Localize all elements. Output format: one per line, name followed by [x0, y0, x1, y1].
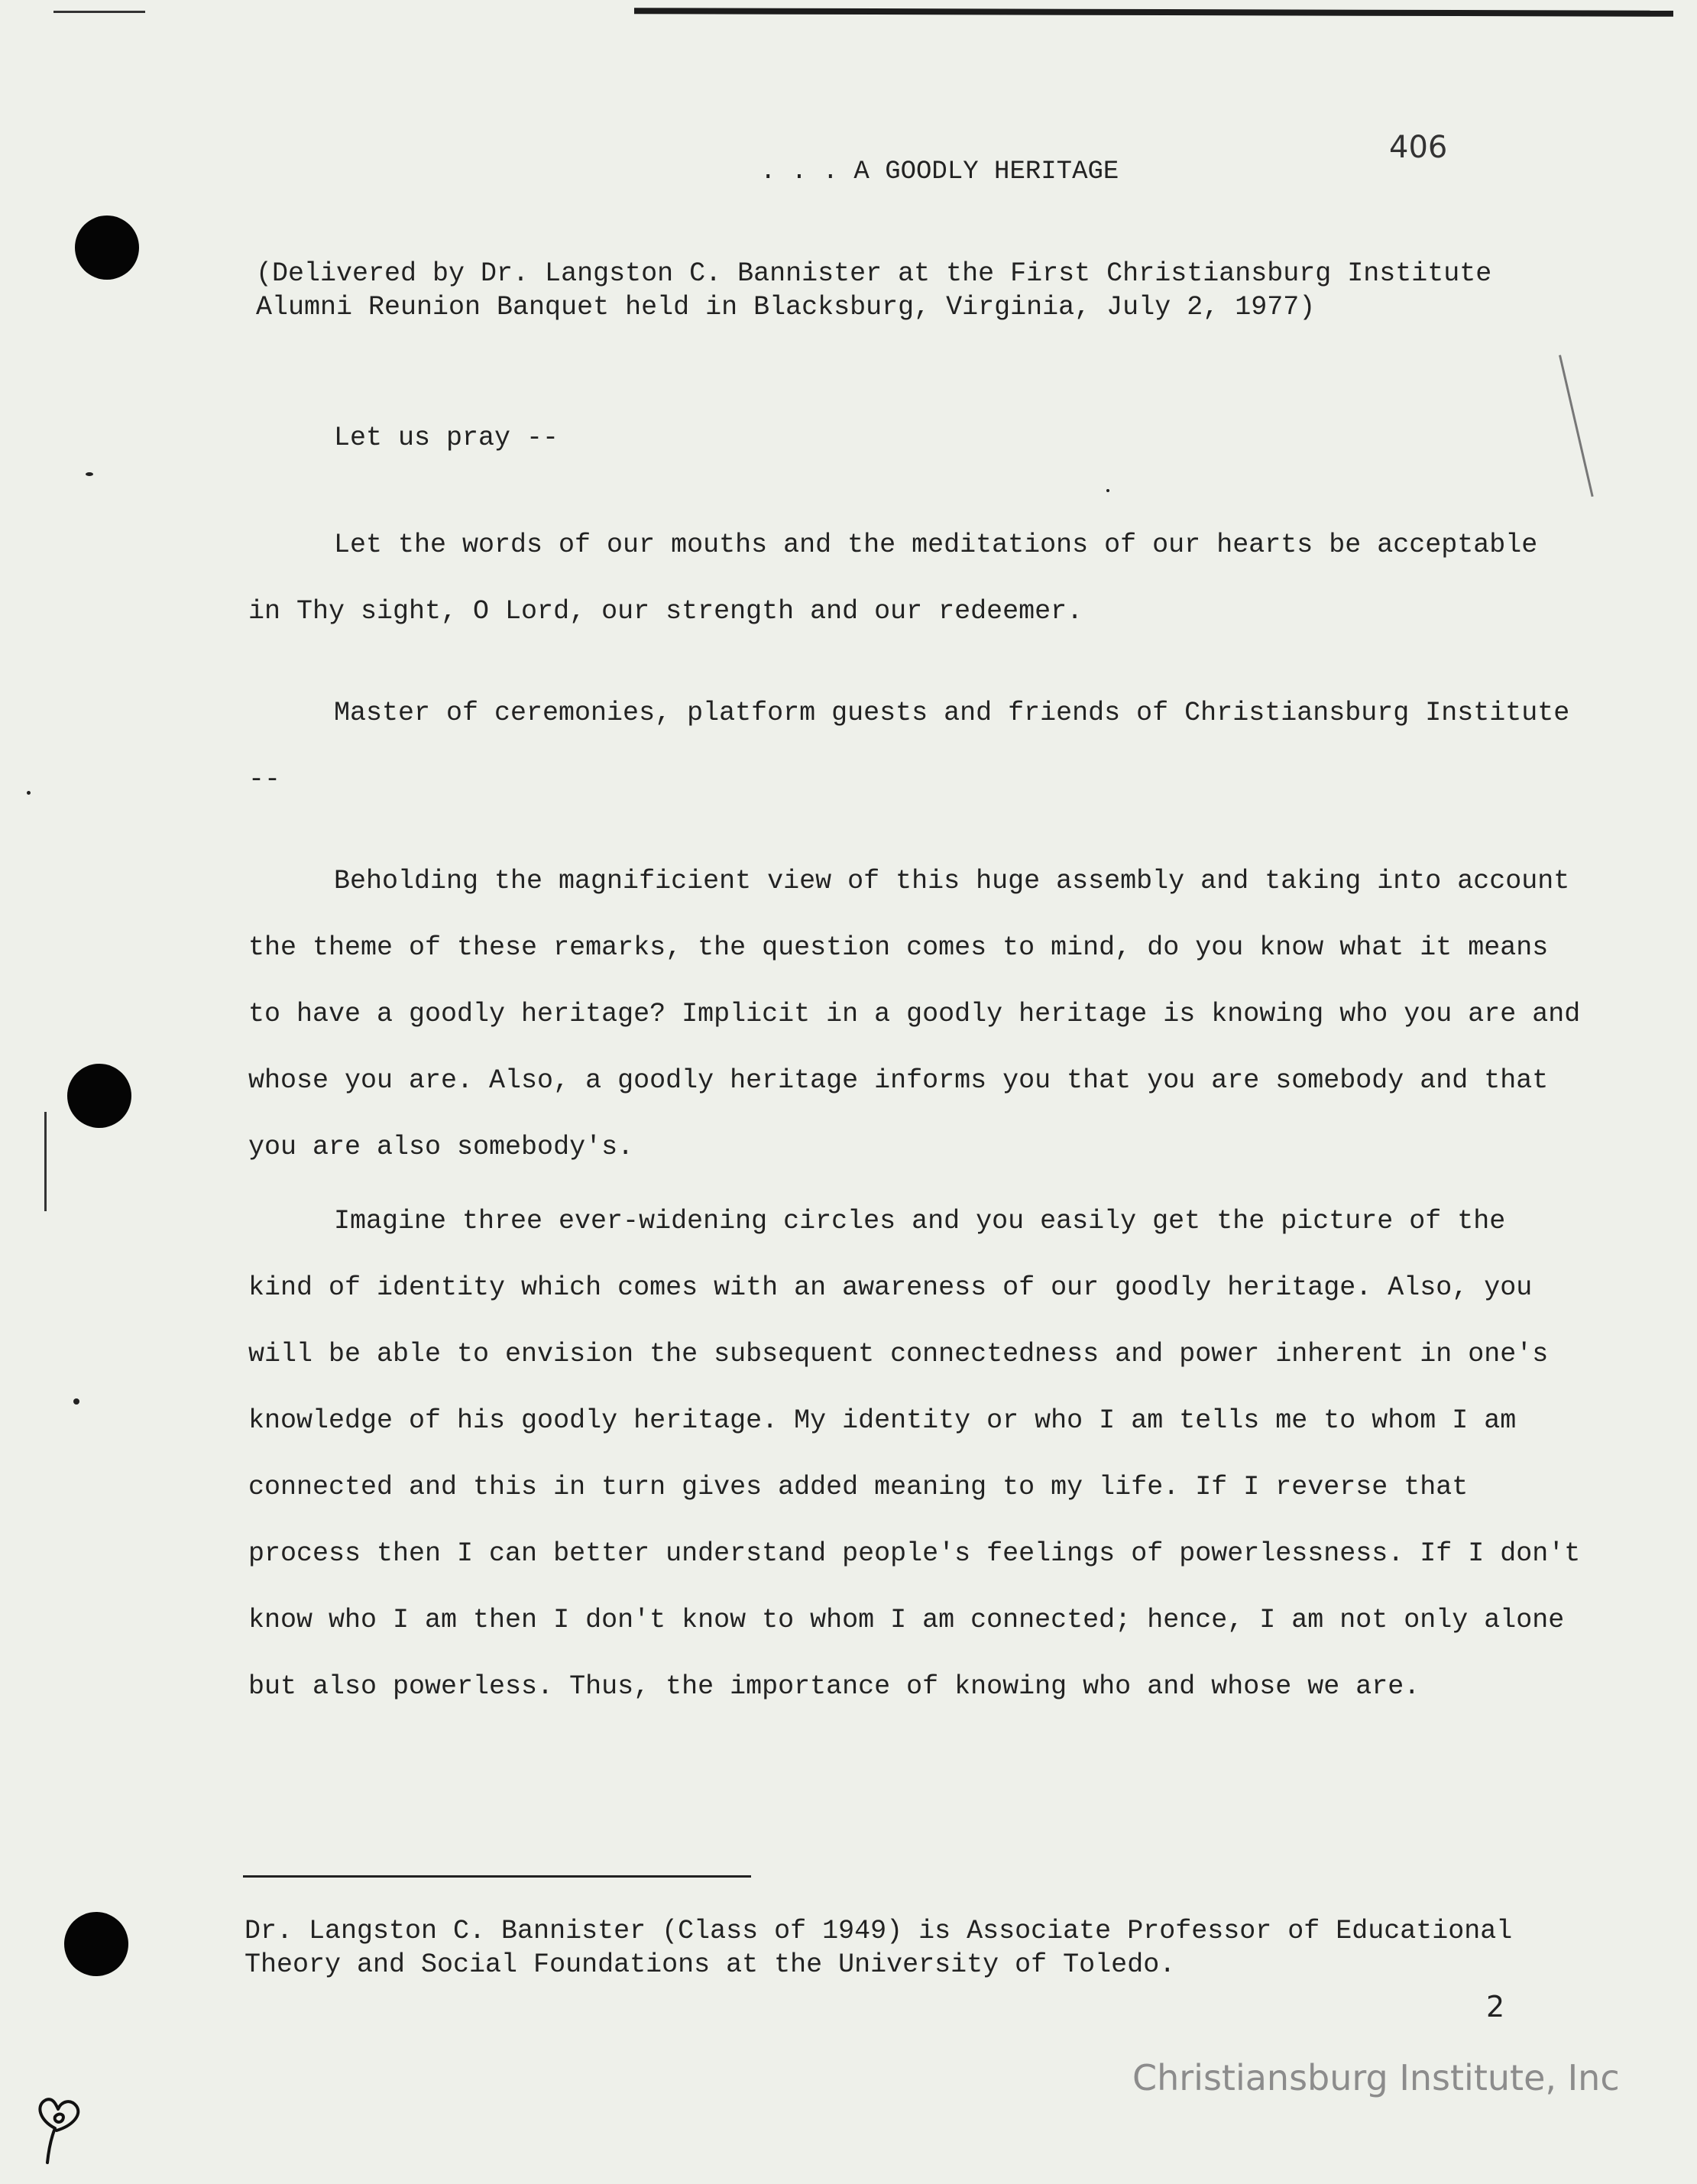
- paragraph-heritage: Beholding the magnificient view of this huge assembly and taking into account the theme of these remarks, the question comes to mind, do you know what it means to have a goodly heritage? Implicit in a goodly heritage is knowing who you are and whose you are. Also, a goodly heritage informs you that you are somebody and that you are also somebody's.: [248, 866, 1581, 1162]
- punch-hole-icon: [67, 1064, 131, 1128]
- top-edge-mark-left: [53, 11, 145, 13]
- document-title: . . . A GOODLY HERITAGE: [760, 157, 1119, 186]
- margin-speck: [1106, 489, 1109, 492]
- handwritten-page-number: 406: [1389, 130, 1448, 165]
- paragraph-prayer-call: Let us pray --: [334, 423, 559, 453]
- author-footnote: Dr. Langston C. Bannister (Class of 1949) is Associate Professor of Educational Theory and Social Foundations at the University of Toledo.: [245, 1916, 1513, 1980]
- top-edge-rule: [634, 8, 1673, 17]
- handwritten-corner-mark-icon: [32, 2086, 86, 2170]
- margin-pen-line: [44, 1112, 47, 1211]
- footnote-divider: [243, 1875, 751, 1878]
- page-number: 2: [1486, 1990, 1505, 2024]
- punch-hole-icon: [64, 1912, 128, 1976]
- archive-watermark: Christiansburg Institute, Inc: [1132, 2057, 1620, 2098]
- paragraph-prayer: Let the words of our mouths and the meditations of our hearts be acceptable in Thy sight, O Lord, our strength and our redeemer.: [248, 530, 1538, 627]
- margin-speck: [86, 472, 93, 476]
- paragraph-circles: Imagine three ever-widening circles and you easily get the picture of the kind of identity which comes with an awareness of our goodly heritage. Also, you will be able to envision the subsequent connectedness and power inherent in one's knowledge of his goodly heritage. My identity or who I am tells me to whom I am connected and this in turn gives added meaning to my life. If I reverse that process then I can better understand people's feelings of powerlessness. If I don't know who I am then I don't know to whom I am connected; hence, I am not only alone but also powerless. Thus, the importance of knowing who and whose we are.: [248, 1206, 1581, 1702]
- margin-speck: [27, 791, 31, 795]
- delivery-note: (Delivered by Dr. Langston C. Bannister at the First Christiansburg Institute Alumni Reunion Banquet held in Blacksburg, Virginia, July 2, 1977): [256, 258, 1492, 322]
- margin-speck: [73, 1398, 79, 1405]
- punch-hole-icon: [75, 215, 139, 280]
- paragraph-salutation: Master of ceremonies, platform guests and friends of Christiansburg Institute --: [248, 698, 1570, 795]
